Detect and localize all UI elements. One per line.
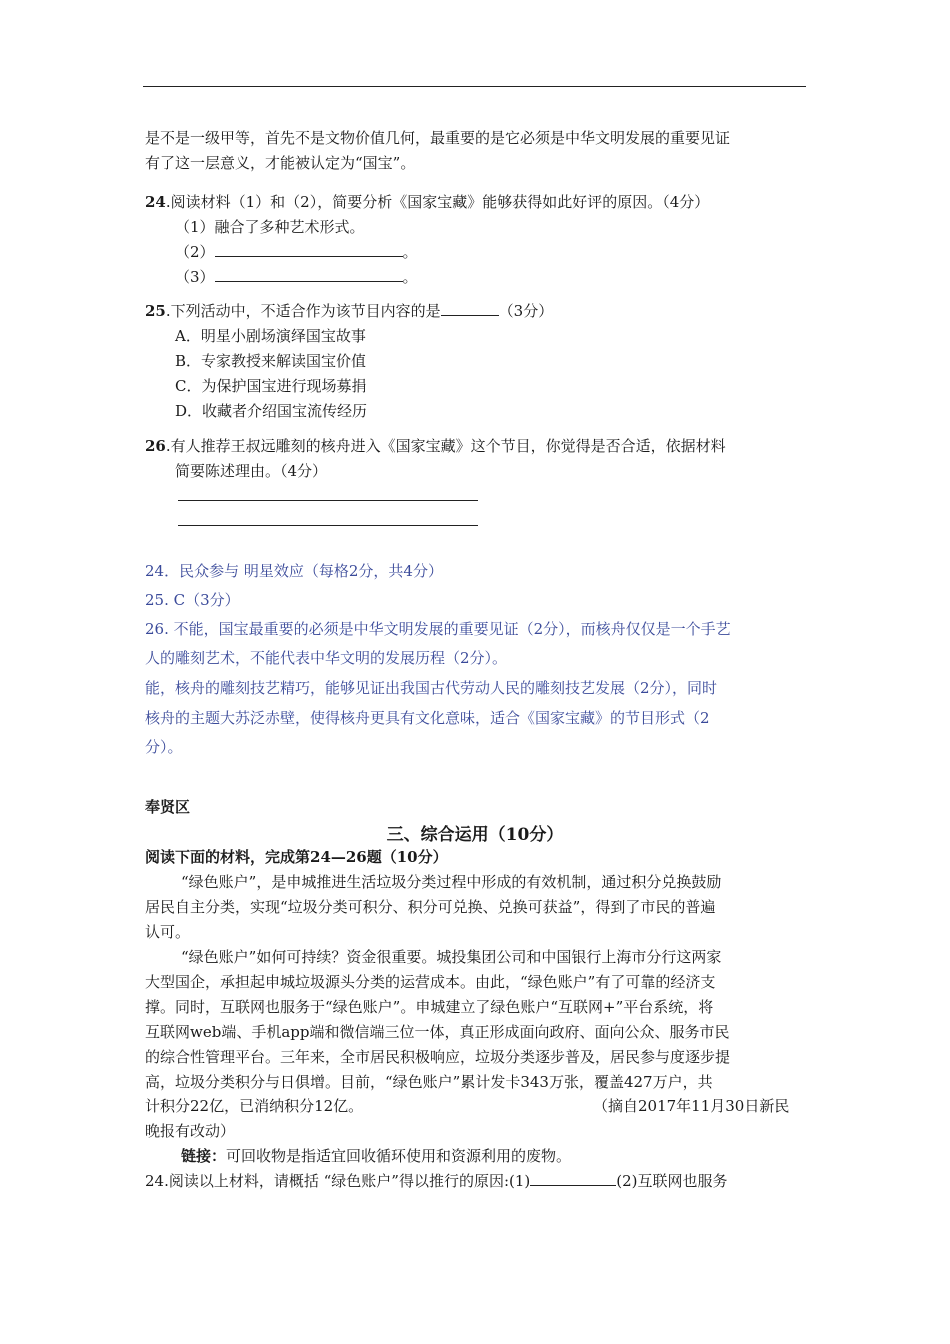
link-label: 链接： — [181, 1147, 227, 1165]
fill-blank[interactable] — [215, 267, 403, 282]
link-note — [181, 1146, 571, 1166]
item-end: 。 — [402, 243, 418, 261]
question-25 — [145, 301, 553, 321]
header-rule — [143, 86, 806, 87]
item-label: （2） — [175, 243, 215, 261]
question-number: 24 — [145, 193, 166, 211]
question-24 — [145, 192, 709, 212]
section-title: 三、综合运用（10分） — [386, 825, 564, 845]
option-b: B．专家教授来解读国宝价值 — [175, 352, 367, 370]
fill-blank[interactable] — [441, 301, 499, 316]
passage-line: 的综合性管理平台。三年来，全市居民积极响应，垃圾分类逐步普及，居民参与度逐步提 — [145, 1048, 731, 1066]
answer-26-line: 核舟的主题大苏泛赤壁，使得核舟更具有文化意味，适合《国家宝藏》的节目形式（2 — [145, 709, 710, 727]
answer-line[interactable] — [178, 500, 478, 501]
passage-line: 居民自主分类，实现“垃圾分类可积分、积分可兑换、兑换可获益”，得到了市民的普遍 — [145, 898, 716, 916]
question-text: .下列活动中，不适合作为该节目内容的是 — [165, 302, 441, 320]
score-label: （3分） — [498, 302, 554, 320]
question-number: 26 — [145, 437, 166, 455]
question-tail: (2)互联网也服务 — [616, 1172, 728, 1190]
question-24-b — [145, 1171, 728, 1191]
answer-item-2 — [175, 242, 418, 262]
passage-line: “绿色账户”，是申城推进生活垃圾分类过程中形成的有效机制，通过积分兑换鼓励 — [181, 873, 722, 891]
passage-line: 高，垃圾分类积分与日俱增。目前，“绿色账户”累计发卡343万张，覆盖427万户，共 — [145, 1073, 713, 1091]
section-instruction: 阅读下面的材料，完成第24—26题（10分） — [145, 848, 448, 866]
passage-line: 认可。 — [145, 923, 191, 941]
district-label: 奉贤区 — [145, 798, 191, 816]
question-text: .阅读材料（1）和（2），简要分析《国家宝藏》能够获得如此好评的原因。（4分） — [165, 193, 710, 211]
question-26 — [145, 436, 726, 456]
answer-item-1: （1）融合了多种艺术形式。 — [175, 218, 365, 236]
option-c: C．为保护国宝进行现场募捐 — [175, 377, 367, 395]
passage-line: “绿色账户”如何可持续？资金很重要。城投集团公司和中国银行上海市分行这两家 — [181, 948, 722, 966]
passage-line: 撑。同时，互联网也服务于“绿色账户”。申城建立了绿色账户“互联网+”平台系统，将 — [145, 998, 714, 1016]
source-citation: （摘自2017年11月30日新民 — [593, 1097, 790, 1115]
text-line: 是不是一级甲等，首先不是文物价值几何，最重要的是它必须是中华文明发展的重要见证 — [145, 129, 731, 147]
link-text: 可回收物是指适宜回收循环使用和资源利用的废物。 — [226, 1147, 572, 1165]
option-a: A．明星小剧场演绎国宝故事 — [175, 327, 366, 345]
answer-26-line: 能，核舟的雕刻技艺精巧，能够见证出我国古代劳动人民的雕刻技艺发展（2分），同时 — [145, 679, 718, 697]
answer-item-3 — [175, 267, 418, 287]
item-end: 。 — [402, 268, 418, 286]
fill-blank[interactable] — [530, 1171, 616, 1186]
answer-24: 24．民众参与 明星效应（每格2分，共4分） — [145, 562, 443, 580]
fill-blank[interactable] — [215, 242, 403, 257]
question-number: 25 — [145, 302, 166, 320]
answer-line[interactable] — [178, 525, 478, 526]
option-d: D．收藏者介绍国宝流传经历 — [175, 402, 368, 420]
passage-line: 互联网web端、手机app端和微信端三位一体，真正形成面向政府、面向公众、服务市民 — [145, 1023, 730, 1041]
item-label: （3） — [175, 268, 215, 286]
answer-26-line: 分）。 — [145, 738, 183, 756]
answer-26-line: 26. 不能，国宝最重要的必须是中华文明发展的重要见证（2分），而核舟仅仅是一个手艺 — [145, 620, 731, 638]
answer-26-line: 人的雕刻艺术，不能代表中华文明的发展历程（2分）。 — [145, 649, 508, 667]
question-26-cont: 简要陈述理由。（4分） — [175, 462, 328, 480]
answer-25: 25. C（3分） — [145, 591, 240, 609]
question-text: 24.阅读以上材料，请概括 “绿色账户”得以推行的原因:(1) — [145, 1172, 531, 1190]
question-text: .有人推荐王叔远雕刻的核舟进入《国家宝藏》这个节目，你觉得是否合适，依据材料 — [165, 437, 726, 455]
passage-line: 大型国企，承担起申城垃圾源头分类的运营成本。由此，“绿色账户”有了可靠的经济支 — [145, 973, 716, 991]
source-citation-cont: 晚报有改动） — [145, 1122, 236, 1140]
text-line: 有了这一层意义，才能被认定为“国宝”。 — [145, 154, 416, 172]
passage-line: 计积分22亿，已消纳积分12亿。 — [145, 1097, 364, 1115]
